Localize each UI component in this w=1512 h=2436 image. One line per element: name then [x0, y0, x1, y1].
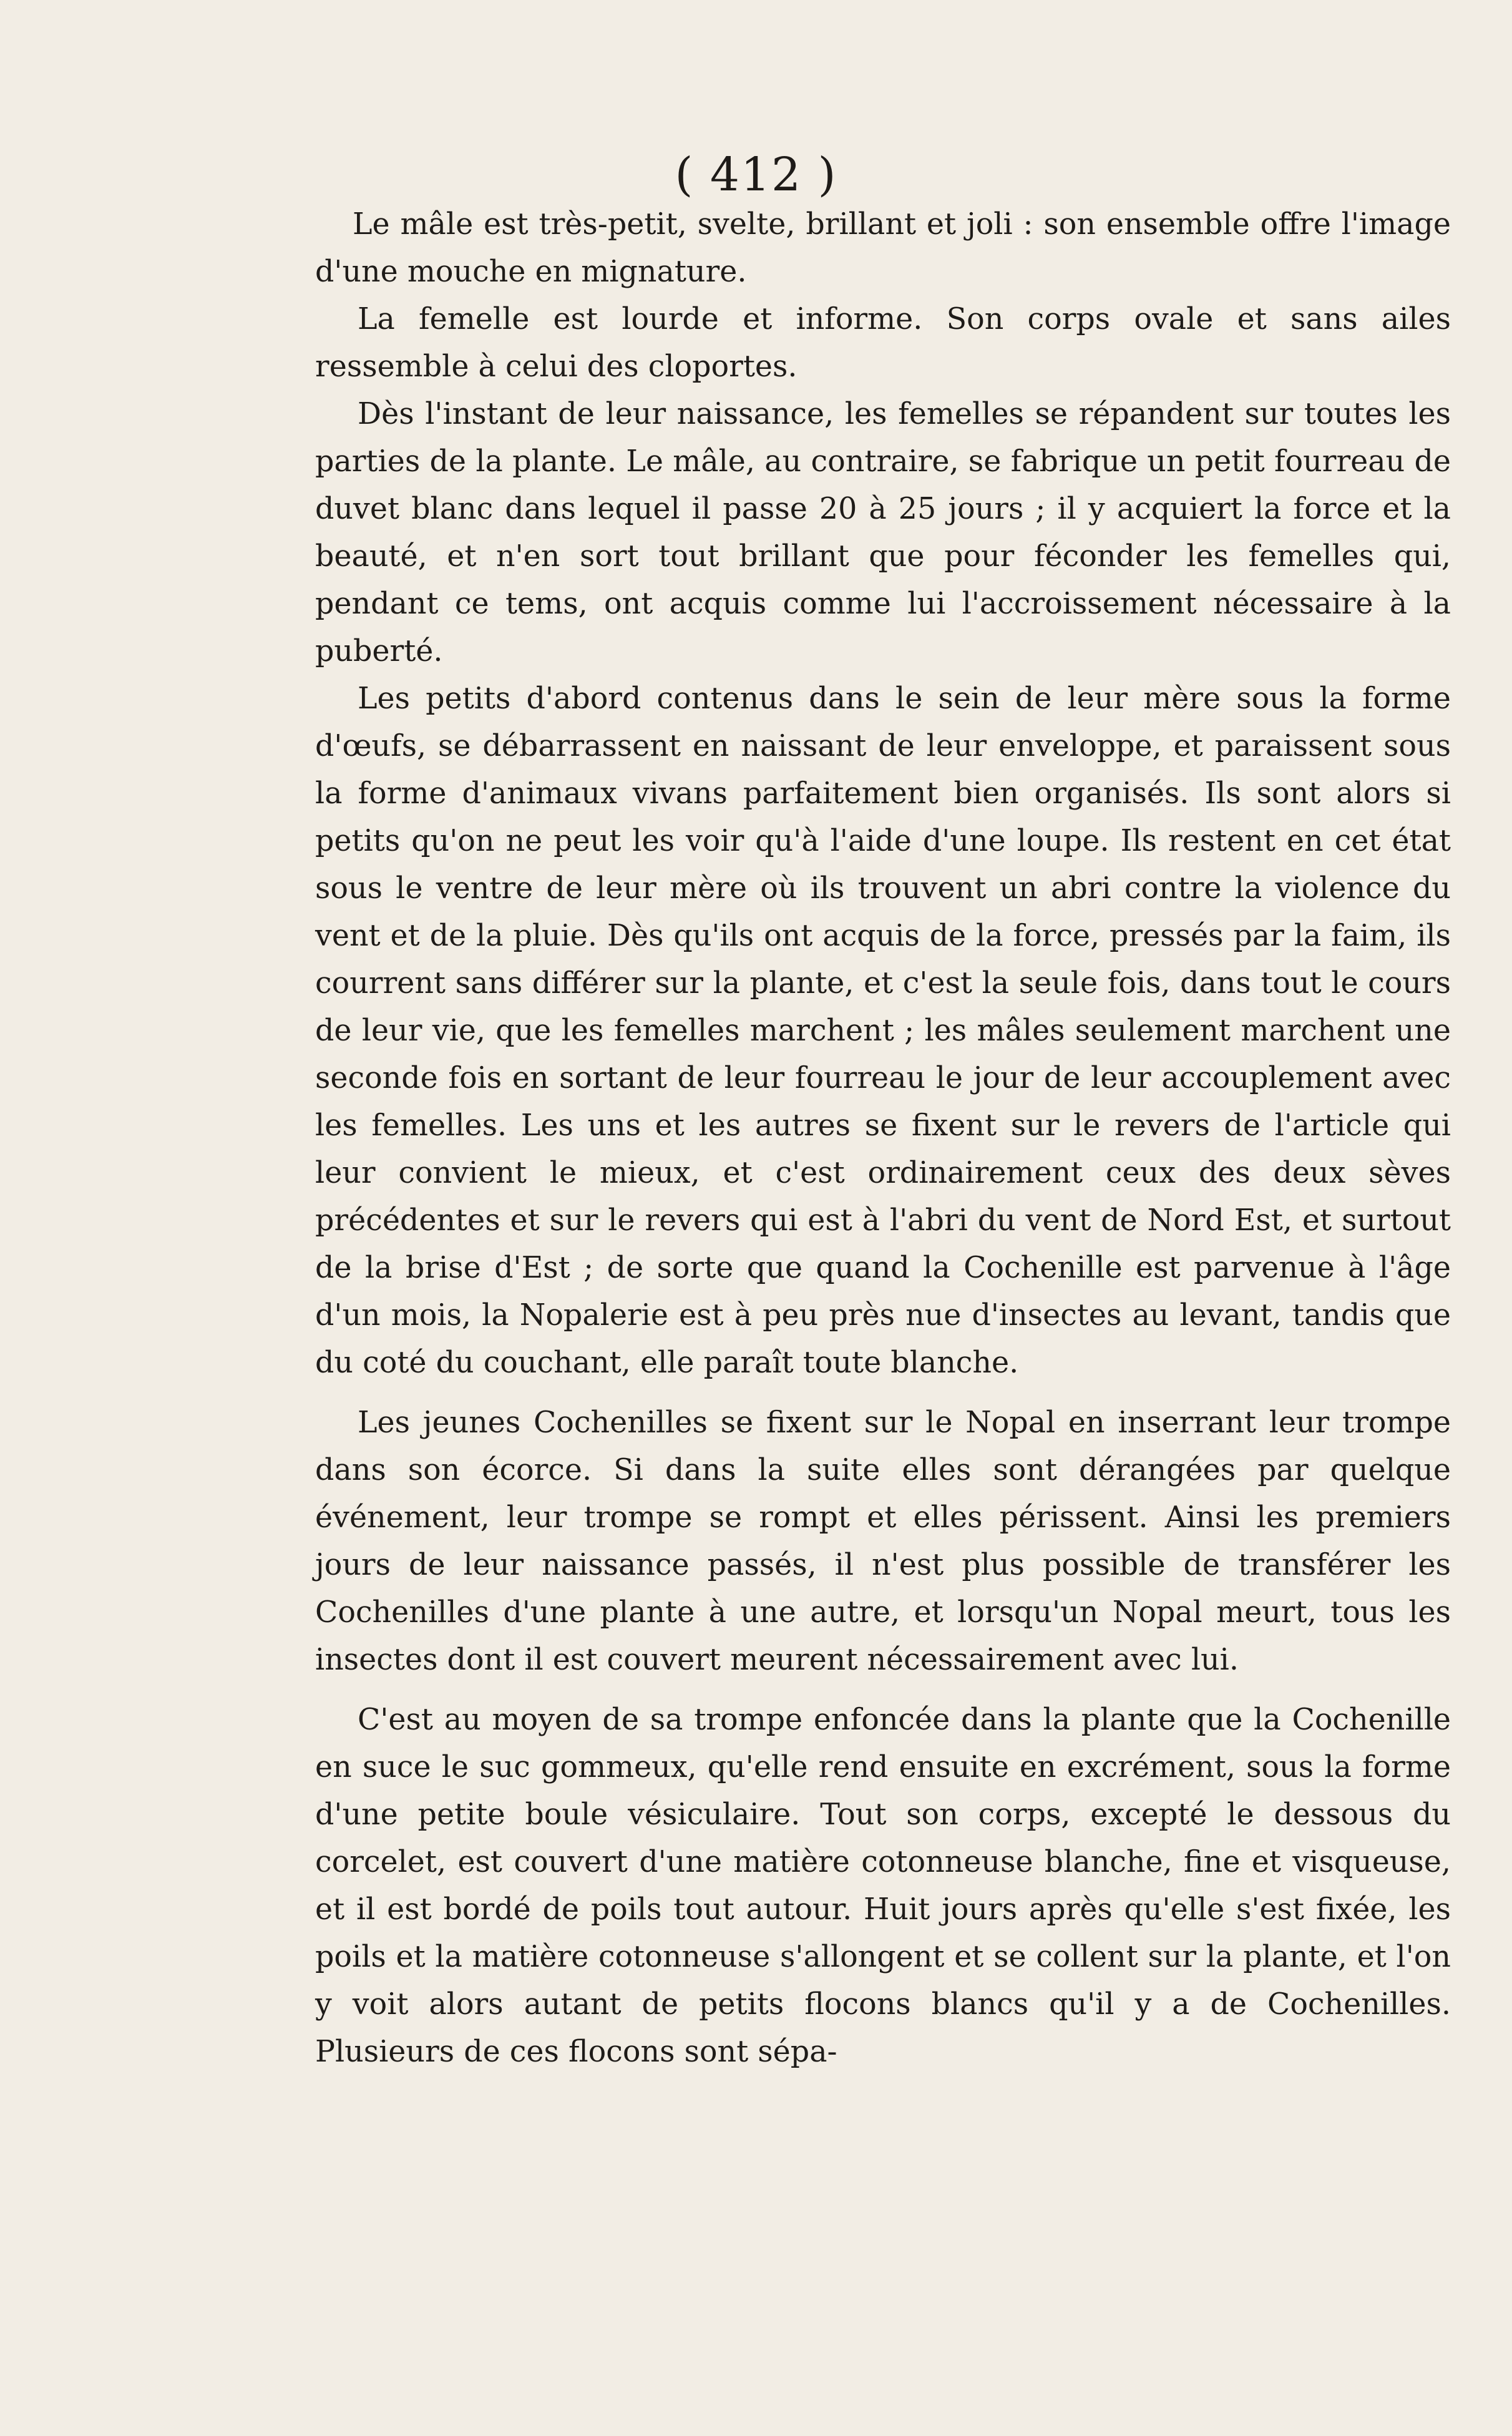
page-number: ( 412 ) [675, 148, 837, 202]
paragraph-male-description: Le mâle est très-petit, svelte, brillant et joli : son ensemble offre l'image d'une mouche en mignature. [315, 207, 1451, 289]
paragraph-feeding: C'est au moyen de sa trompe enfoncée dans la plante que la Cochenille en suce le suc gommeux, qu'elle rend ensuite en excrément, sous la forme d'une petite boule vésiculaire. Tout son corps, excepté le dessous du corcelet, est couvert d'une matière cotonneuse blanche, fine et visqueuse, et il est bordé de poils tout autour. Huit jours après qu'elle s'est fixée, les poils et la matière cotonneuse s'allongent et se collent sur la plante, et l'on y voit alors autant de petits flocons blancs qu'il y a de Cochenilles. Plusieurs de ces flocons sont sépa- [315, 1703, 1451, 2069]
paragraph-female-description: La femelle est lourde et informe. Son corps ovale et sans ailes ressemble à celui des cloportes. [315, 302, 1451, 384]
paragraph-birth: Dès l'instant de leur naissance, les femelles se répandent sur toutes les parties de la plante. Le mâle, au contraire, se fabrique un petit fourreau de duvet blanc dans lequel il passe 20 à 25 jours ; il y acquiert la force et la beauté, et n'en sort tout brillant que pour féconder les femelles qui, pendant ce tems, ont acquis comme lui l'accroissement nécessaire à la puberté. [315, 397, 1451, 668]
paragraph-fixation: Les jeunes Cochenilles se fixent sur le Nopal en inserrant leur trompe dans son écorce. Si dans la suite elles sont dérangées par quelque événement, leur trompe se rompt et elles périssent. Ainsi les premiers jours de leur naissance passés, il n'est plus possible de transférer les Cochenilles d'une plante à une autre, et lorsqu'un Nopal meurt, tous les insectes dont il est couvert meurent nécessairement avec lui. [315, 1406, 1451, 1677]
paragraph-young: Les petits d'abord contenus dans le sein de leur mère sous la forme d'œufs, se débarrassent en naissant de leur enveloppe, et paraissent sous la forme d'animaux vivans parfaitement bien organisés. Ils sont alors si petits qu'on ne peut les voir qu'à l'aide d'une loupe. Ils restent en cet état sous le ventre de leur mère où ils trouvent un abri contre la violence du vent et de la pluie. Dès qu'ils ont acquis de la force, pressés par la faim, ils courrent sans différer sur la plante, et c'est la seule fois, dans tout le cours de leur vie, que les femelles marchent ; les mâles seulement marchent une seconde fois en sortant de leur fourreau le jour de leur accouplement avec les femelles. Les uns et les autres se fixent sur le revers de l'article qui leur convient le mieux, et c'est ordinairement ceux des deux sèves précédentes et sur le revers qui est à l'abri du vent de Nord Est, et surtout de la brise d'Est ; de sorte que quand la Cochenille est parvenue à l'âge d'un mois, la Nopalerie est à peu près nue d'insectes au levant, tandis que du coté du couchant, elle paraît toute blanche. [315, 682, 1451, 1380]
body-text [315, 201, 1451, 2076]
